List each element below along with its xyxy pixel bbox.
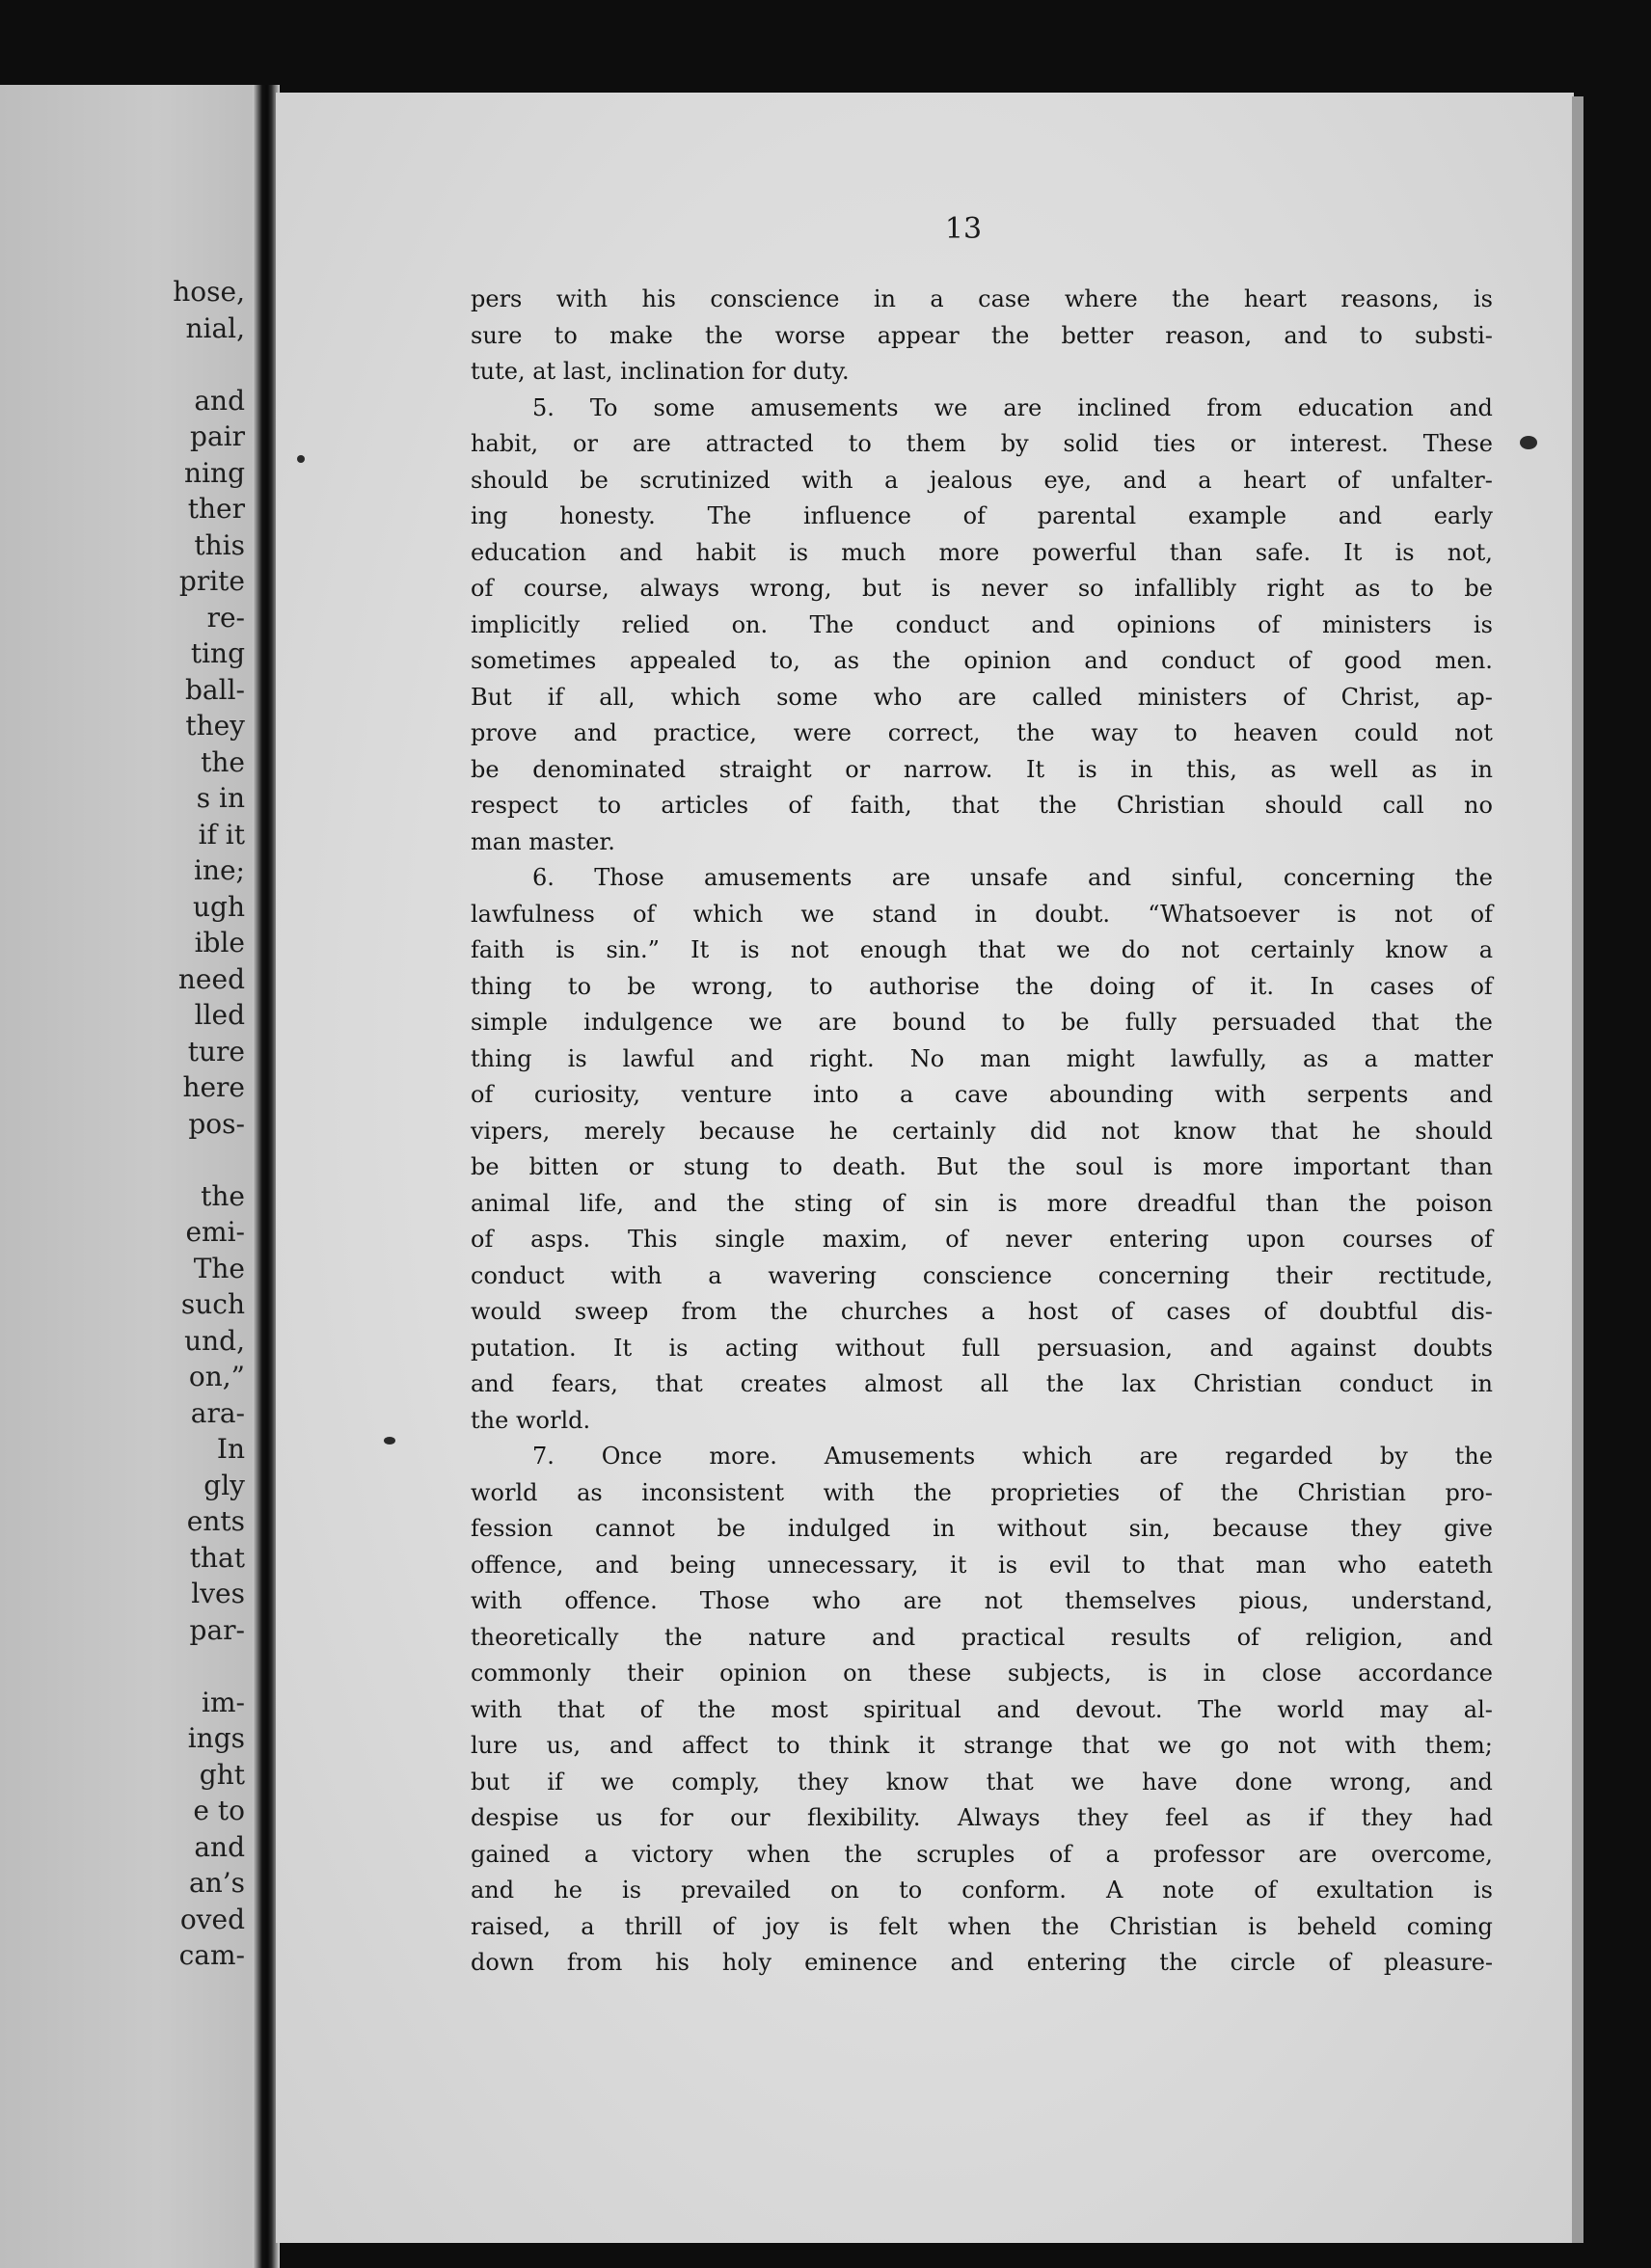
text-line: lawfulness of which we stand in doubt. “Whatsoever is not of (471, 900, 1493, 928)
text-line: simple indulgence we are bound to be fully persuaded that the (471, 1009, 1493, 1036)
text-line: gained a victory when the scruples of a professor are overcome, (471, 1840, 1493, 1868)
left-page-line: ball- (185, 673, 245, 706)
text-line: commonly their opinion on these subjects, is in close accordance (471, 1660, 1493, 1687)
text-line: but if we comply, they know that we have done wrong, and (471, 1768, 1493, 1796)
page-edge (1572, 96, 1583, 2243)
text-line: habit, or are attracted to them by solid ties or interest. These (471, 430, 1493, 457)
left-page-line: s in (196, 782, 245, 814)
ink-smudge (384, 1437, 395, 1444)
left-page-line: here (182, 1071, 245, 1103)
text-line: education and habit is much more powerful than safe. It is not, (471, 538, 1493, 566)
right-page (276, 93, 1574, 2243)
text-line: But if all, which some who are called ministers of Christ, ap- (471, 683, 1493, 711)
left-page-line: ning (184, 456, 245, 489)
text-line: respect to articles of faith, that the Christian should call no (471, 792, 1493, 819)
text-line: sometimes appealed to, as the opinion and conduct of good men. (471, 647, 1493, 674)
ink-smudge (297, 455, 305, 463)
text-line: sure to make the worse appear the better reason, and to substi- (471, 321, 1493, 349)
left-page-line: ara- (190, 1396, 245, 1429)
text-line: of course, always wrong, but is never so infallibly right as to be (471, 575, 1493, 602)
text-line: should be scrutinized with a jealous eye, and a heart of unfalter- (471, 466, 1493, 494)
left-page-line: par- (189, 1613, 245, 1646)
text-line: vipers, merely because he certainly did not know that he should (471, 1117, 1493, 1145)
left-page-line: In (216, 1433, 245, 1465)
text-line: pers with his conscience in a case where the heart reasons, is (471, 285, 1493, 312)
left-page-line: they (185, 710, 245, 742)
left-page-line: hose, (173, 276, 245, 308)
left-page-line: and (194, 1830, 245, 1863)
left-page-line: gly (203, 1469, 245, 1501)
text-line: tute, at last, inclination for duty. (471, 358, 850, 385)
text-line: 5. To some amusements we are inclined from education and (532, 393, 1493, 421)
text-line: be denominated straight or narrow. It is in this, as well as in (471, 755, 1493, 783)
left-page-line: im- (202, 1686, 245, 1718)
text-line: despise us for our flexibility. Always they feel as if they had (471, 1804, 1493, 1831)
text-line: offence, and being unnecessary, it is evil to that man who eateth (471, 1551, 1493, 1579)
left-page-line: need (177, 962, 245, 995)
left-page-line: lled (194, 999, 245, 1031)
left-page-line: ings (187, 1722, 245, 1754)
left-page-line: ture (187, 1035, 245, 1067)
left-page-line: and (194, 384, 245, 417)
left-page (0, 85, 262, 2268)
left-page-line: if it (198, 818, 245, 850)
text-line: conduct with a wavering conscience concerning their rectitude, (471, 1261, 1493, 1289)
text-line: of curiosity, venture into a cave abounding with serpents and (471, 1081, 1493, 1108)
ink-smudge (1520, 436, 1537, 449)
left-page-line: e to (193, 1795, 245, 1826)
text-line: fession cannot be indulged in without sin, because they give (471, 1515, 1493, 1542)
text-line: lure us, and affect to think it strange that we go not with them; (471, 1732, 1493, 1759)
text-line: prove and practice, were correct, the way to heaven could not (471, 719, 1493, 746)
left-page-line: pos- (188, 1107, 245, 1140)
left-page-line: cam- (178, 1939, 245, 1971)
left-page-line: ting (190, 637, 245, 669)
text-line: world as inconsistent with the proprieties of the Christian pro- (471, 1478, 1493, 1506)
left-page-line: ents (186, 1505, 245, 1537)
left-page-line: und, (184, 1324, 245, 1357)
left-page-line: an’s (189, 1867, 245, 1899)
text-line: with that of the most spiritual and devout. The world may al- (471, 1695, 1493, 1723)
left-page-line: on,” (188, 1361, 245, 1392)
left-page-line: nial, (185, 311, 245, 344)
text-line: ing honesty. The influence of parental example and early (471, 502, 1493, 529)
text-line: of asps. This single maxim, of never entering upon courses of (471, 1226, 1493, 1253)
text-line: down from his holy eminence and entering the circle of pleasure- (471, 1949, 1493, 1976)
text-line: implicitly relied on. The conduct and opinions of ministers is (471, 610, 1493, 638)
left-page-line: this (194, 528, 245, 561)
left-page-line: ugh (193, 890, 245, 923)
text-line: would sweep from the churches a host of cases of doubtful dis- (471, 1298, 1493, 1325)
text-line: theoretically the nature and practical results of religion, and (471, 1623, 1493, 1651)
text-line: 7. Once more. Amusements which are regarded by the (532, 1443, 1493, 1470)
left-page-line: emi- (185, 1216, 245, 1248)
text-line: putation. It is acting without full persuasion, and against doubts (471, 1334, 1493, 1362)
text-line: the world. (471, 1406, 591, 1434)
text-line: and fears, that creates almost all the lax Christian conduct in (471, 1370, 1493, 1397)
left-page-line: that (189, 1541, 245, 1574)
left-page-line: ible (194, 927, 245, 958)
text-line: animal life, and the sting of sin is more dreadful than the poison (471, 1189, 1493, 1217)
left-page-line: the (201, 745, 245, 778)
page-body-text (471, 282, 1493, 1982)
left-page-line: The (193, 1252, 245, 1284)
left-page-line: the (201, 1179, 245, 1212)
text-line: with offence. Those who are not themselves pious, understand, (471, 1587, 1493, 1614)
left-page-line: ght (199, 1758, 245, 1791)
text-line: man master. (471, 827, 615, 855)
text-line: and he is prevailed on to conform. A note of exultation is (471, 1876, 1493, 1904)
text-line: be bitten or stung to death. But the soul is more important than (471, 1153, 1493, 1180)
left-page-line: oved (179, 1903, 245, 1935)
left-page-line: ther (187, 493, 245, 525)
text-line: raised, a thrill of joy is felt when the Christian is beheld coming (471, 1912, 1493, 1940)
left-page-line (0, 1648, 245, 1685)
text-line: faith is sin.” It is not enough that we do not certainly know a (471, 936, 1493, 963)
left-page-line (0, 1142, 245, 1178)
left-page-line: ine; (194, 854, 245, 886)
left-page-line: such (180, 1288, 245, 1320)
page-number: 13 (944, 212, 983, 246)
left-page-line: lves (191, 1578, 245, 1609)
left-page-line: re- (206, 601, 245, 634)
text-line: thing is lawful and right. No man might lawfully, as a matter (471, 1044, 1493, 1072)
left-page-line (0, 346, 245, 383)
left-page-text-fragments (0, 274, 245, 1974)
text-line: 6. Those amusements are unsafe and sinful, concerning the (532, 864, 1493, 891)
text-line: thing to be wrong, to authorise the doing of it. In cases of (471, 972, 1493, 1000)
left-page-line: prite (178, 565, 245, 597)
left-page-line: pair (190, 420, 245, 452)
